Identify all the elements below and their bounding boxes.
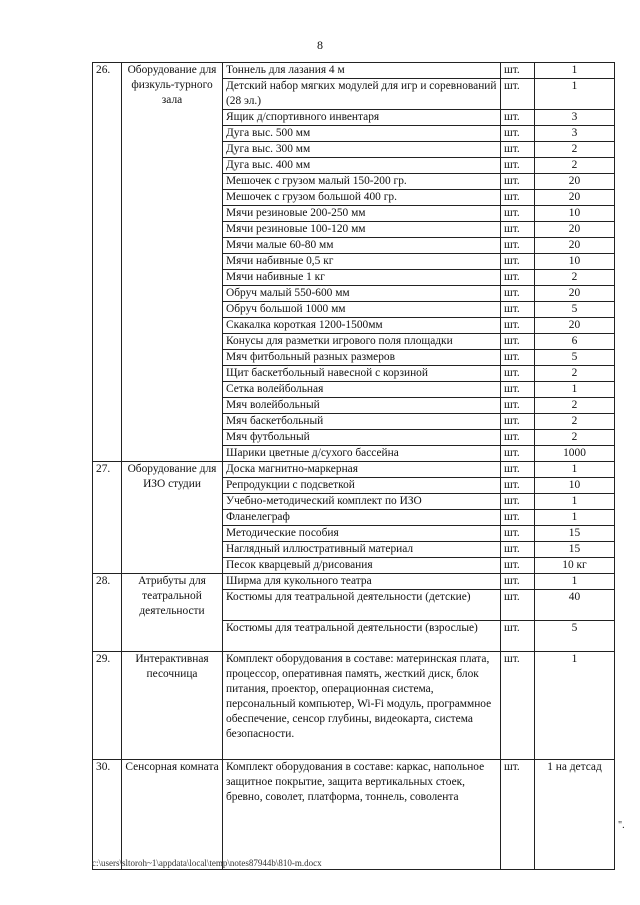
- item-name: Шарики цветные д/сухого бассейна: [223, 446, 501, 462]
- item-quantity: 10: [535, 478, 615, 494]
- item-quantity: 20: [535, 318, 615, 334]
- item-name: Мяч волейбольный: [223, 398, 501, 414]
- item-quantity: 40: [535, 590, 615, 621]
- item-quantity: 1: [535, 574, 615, 590]
- page-number: 8: [317, 38, 323, 52]
- item-unit: шт.: [501, 286, 535, 302]
- page-edge-mark: ".: [618, 820, 625, 831]
- item-quantity: 20: [535, 190, 615, 206]
- item-name: Скакалка короткая 1200-1500мм: [223, 318, 501, 334]
- item-unit: шт.: [501, 174, 535, 190]
- row-number: 30.: [93, 760, 122, 870]
- item-name: Мешочек с грузом малый 150-200 гр.: [223, 174, 501, 190]
- item-name: Ящик д/спортивного инвентаря: [223, 110, 501, 126]
- table-row: [93, 63, 615, 79]
- item-name: Мешочек с грузом большой 400 гр.: [223, 190, 501, 206]
- item-unit: шт.: [501, 398, 535, 414]
- item-quantity: 5: [535, 621, 615, 652]
- item-quantity: 15: [535, 542, 615, 558]
- item-name: Дуга выс. 500 мм: [223, 126, 501, 142]
- item-quantity: 2: [535, 398, 615, 414]
- item-name: Доска магнитно-маркерная: [223, 462, 501, 478]
- item-name: Детский набор мягких модулей для игр и соревнований (28 эл.): [223, 79, 501, 110]
- item-unit: шт.: [501, 590, 535, 621]
- item-unit: шт.: [501, 621, 535, 652]
- item-name: Мячи набивные 0,5 кг: [223, 254, 501, 270]
- item-name: Методические пособия: [223, 526, 501, 542]
- table-row: [93, 652, 615, 760]
- item-unit: шт.: [501, 542, 535, 558]
- row-number: 29.: [93, 652, 122, 760]
- file-path-footer: c:\users\sltoroh~1\appdata\local\temp\notes87944b\810-m.docx: [92, 858, 322, 868]
- table-row: [93, 760, 615, 870]
- item-unit: шт.: [501, 222, 535, 238]
- item-unit: шт.: [501, 110, 535, 126]
- item-quantity: 3: [535, 110, 615, 126]
- item-unit: шт.: [501, 760, 535, 870]
- item-unit: шт.: [501, 238, 535, 254]
- item-unit: шт.: [501, 126, 535, 142]
- item-unit: шт.: [501, 446, 535, 462]
- item-quantity: 1: [535, 652, 615, 760]
- item-quantity: 5: [535, 350, 615, 366]
- item-name: Мячи набивные 1 кг: [223, 270, 501, 286]
- item-quantity: 1000: [535, 446, 615, 462]
- item-name: Мячи резиновые 100-120 мм: [223, 222, 501, 238]
- item-name: Мяч фитбольный разных размеров: [223, 350, 501, 366]
- item-quantity: 20: [535, 174, 615, 190]
- item-name: Учебно-методический комплект по ИЗО: [223, 494, 501, 510]
- item-unit: шт.: [501, 190, 535, 206]
- item-quantity: 3: [535, 126, 615, 142]
- item-quantity: 1: [535, 462, 615, 478]
- item-name: Щит баскетбольный навесной с корзиной: [223, 366, 501, 382]
- item-name: Комплект оборудования в составе: материнская плата, процессор, оперативная память, жесткий диск, блок питания, проектор, операционная система, персональный компьютер, Wi-Fi модуль, программное обеспечение, сенсор глубины, видеокарта, система безопасности.: [223, 652, 501, 760]
- item-name: Конусы для разметки игрового поля площадки: [223, 334, 501, 350]
- item-quantity: 10: [535, 254, 615, 270]
- item-quantity: 2: [535, 158, 615, 174]
- item-name: Репродукции с подсветкой: [223, 478, 501, 494]
- row-number: 27.: [93, 462, 122, 574]
- item-name: Дуга выс. 300 мм: [223, 142, 501, 158]
- table-row: [93, 574, 615, 590]
- item-quantity: 10 кг: [535, 558, 615, 574]
- item-unit: шт.: [501, 510, 535, 526]
- item-unit: шт.: [501, 478, 535, 494]
- item-quantity: 1: [535, 63, 615, 79]
- equipment-table-body: [93, 63, 615, 870]
- item-quantity: 2: [535, 366, 615, 382]
- item-unit: шт.: [501, 142, 535, 158]
- item-unit: шт.: [501, 318, 535, 334]
- item-name: Наглядный иллюстративный материал: [223, 542, 501, 558]
- item-quantity: 1: [535, 79, 615, 110]
- item-unit: шт.: [501, 334, 535, 350]
- item-unit: шт.: [501, 206, 535, 222]
- item-unit: шт.: [501, 63, 535, 79]
- item-unit: шт.: [501, 158, 535, 174]
- equipment-table: [92, 62, 615, 870]
- row-number: 26.: [93, 63, 122, 462]
- item-name: Мяч баскетбольный: [223, 414, 501, 430]
- item-unit: шт.: [501, 414, 535, 430]
- item-quantity: 10: [535, 206, 615, 222]
- item-quantity: 20: [535, 286, 615, 302]
- item-quantity: 5: [535, 302, 615, 318]
- item-name: Дуга выс. 400 мм: [223, 158, 501, 174]
- item-name: Песок кварцевый д/рисования: [223, 558, 501, 574]
- item-name: Костюмы для театральной деятельности (взрослые): [223, 621, 501, 652]
- item-unit: шт.: [501, 652, 535, 760]
- item-name: Ширма для кукольного театра: [223, 574, 501, 590]
- item-name: Сетка волейбольная: [223, 382, 501, 398]
- item-unit: шт.: [501, 462, 535, 478]
- item-quantity: 2: [535, 270, 615, 286]
- item-name: Костюмы для театральной деятельности (детские): [223, 590, 501, 621]
- item-quantity: 1 на детсад: [535, 760, 615, 870]
- item-unit: шт.: [501, 350, 535, 366]
- item-name: Мяч футбольный: [223, 430, 501, 446]
- item-quantity: 20: [535, 222, 615, 238]
- item-quantity: 1: [535, 494, 615, 510]
- item-name: Обруч большой 1000 мм: [223, 302, 501, 318]
- item-name: Фланелеграф: [223, 510, 501, 526]
- item-quantity: 20: [535, 238, 615, 254]
- item-name: Комплект оборудования в составе: каркас, напольное защитное покрытие, защита вертикальных стоек, бревно, соволет, платформа, тоннель, соволента: [223, 760, 501, 870]
- item-unit: шт.: [501, 366, 535, 382]
- item-quantity: 1: [535, 510, 615, 526]
- item-name: Мячи малые 60-80 мм: [223, 238, 501, 254]
- item-quantity: 15: [535, 526, 615, 542]
- item-unit: шт.: [501, 382, 535, 398]
- row-number: 28.: [93, 574, 122, 652]
- item-unit: шт.: [501, 79, 535, 110]
- item-unit: шт.: [501, 574, 535, 590]
- item-quantity: 2: [535, 142, 615, 158]
- item-quantity: 1: [535, 382, 615, 398]
- item-unit: шт.: [501, 302, 535, 318]
- group-title: Оборудование для физкуль-турного зала: [122, 63, 223, 462]
- item-unit: шт.: [501, 430, 535, 446]
- item-unit: шт.: [501, 270, 535, 286]
- item-quantity: 2: [535, 430, 615, 446]
- item-quantity: 6: [535, 334, 615, 350]
- group-title: Атрибуты для театральной деятельности: [122, 574, 223, 652]
- item-name: Обруч малый 550-600 мм: [223, 286, 501, 302]
- item-quantity: 2: [535, 414, 615, 430]
- group-title: Интерактивная песочница: [122, 652, 223, 760]
- group-title: Сенсорная комната: [122, 760, 223, 870]
- item-unit: шт.: [501, 494, 535, 510]
- table-row: [93, 462, 615, 478]
- item-name: Тоннель для лазания 4 м: [223, 63, 501, 79]
- item-unit: шт.: [501, 526, 535, 542]
- item-unit: шт.: [501, 254, 535, 270]
- item-unit: шт.: [501, 558, 535, 574]
- group-title: Оборудование для ИЗО студии: [122, 462, 223, 574]
- item-name: Мячи резиновые 200-250 мм: [223, 206, 501, 222]
